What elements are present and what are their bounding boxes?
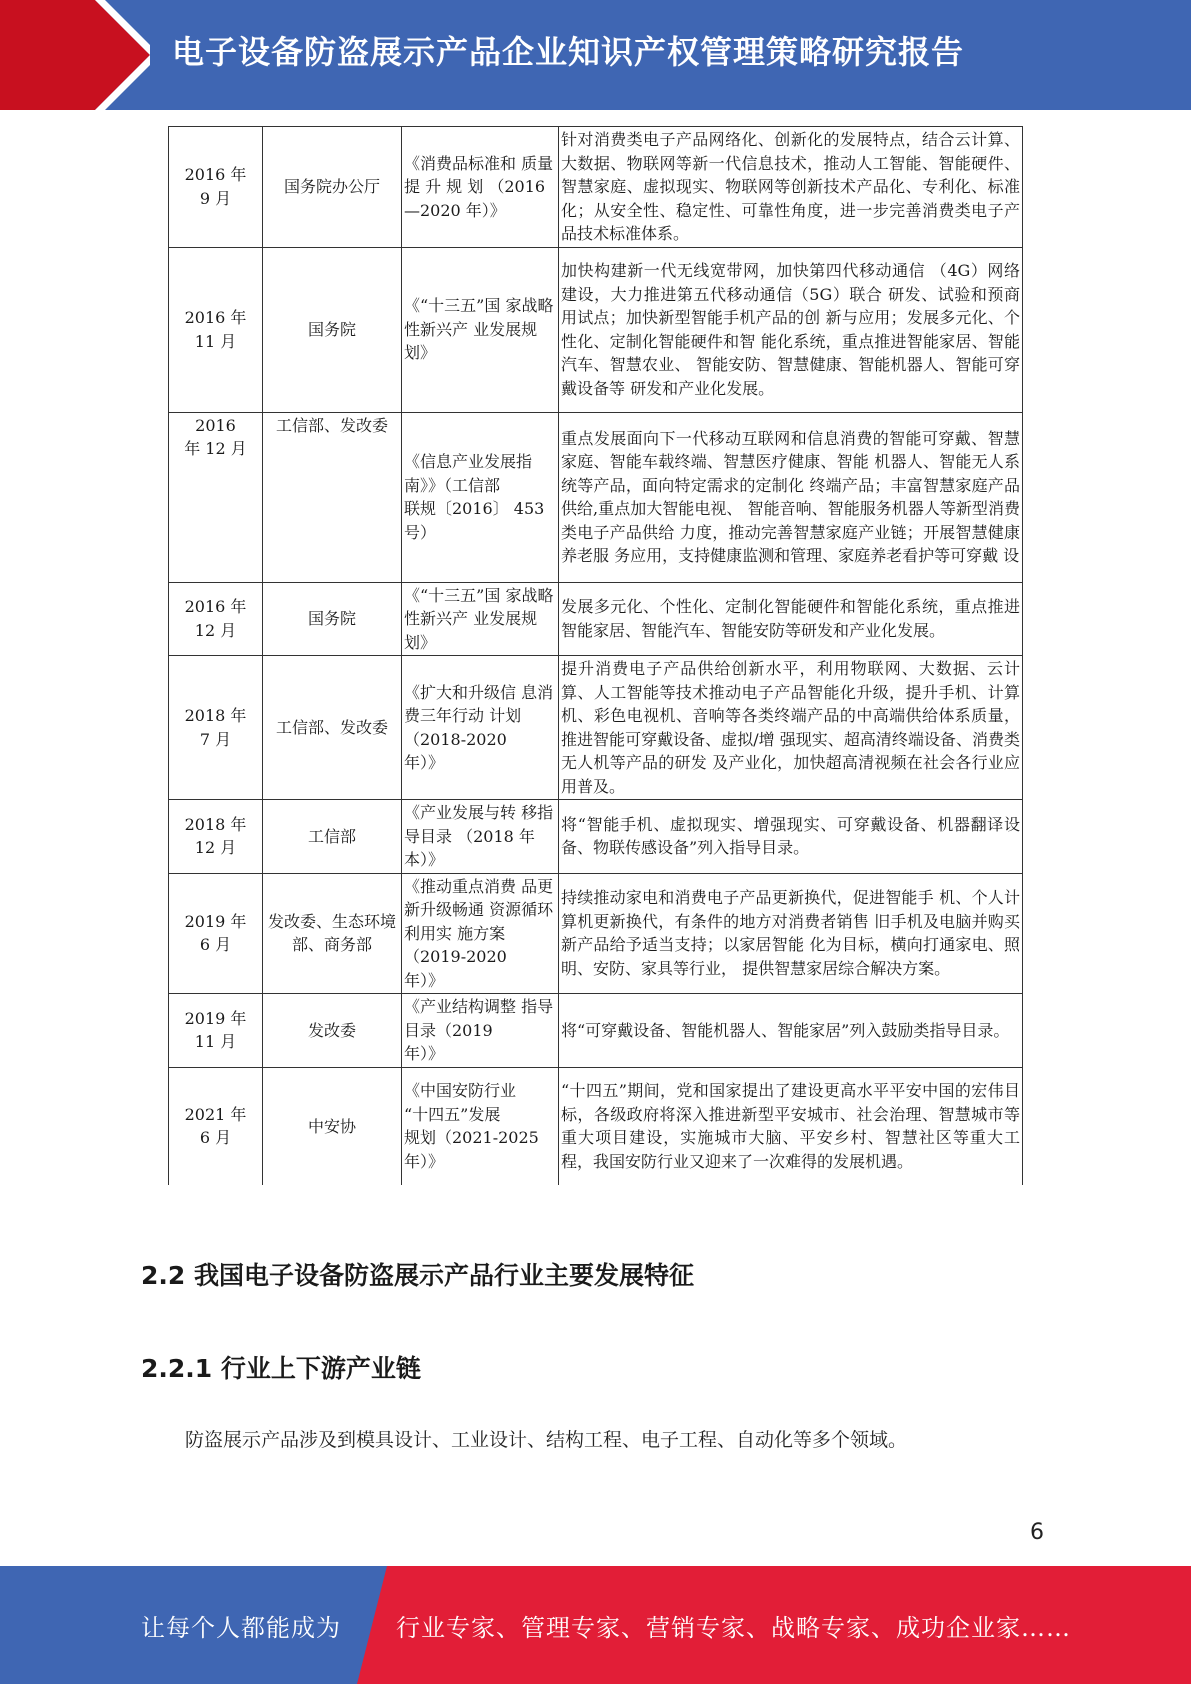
department-cell: 发改委、生态环境部、商务部 <box>263 873 402 994</box>
page-number: 6 <box>1030 1520 1044 1545</box>
department-cell: 中安协 <box>263 1067 402 1185</box>
table-row <box>169 873 1023 994</box>
content-cell: 持续推动家电和消费电子产品更新换代，促进智能手 机、个人计算机更新换代，有条件的地方对消费者销售 旧手机及电脑并购买新产品给予适当支持；以家居智能 化为目标，横向打通家电、照明、安防、家具等行业， 提供智慧家居综合解决方案。 <box>559 873 1023 994</box>
content-cell: 加快构建新一代无线宽带网，加快第四代移动通信 （4G）网络建设，大力推进第五代移动通信（5G）联合 研发、试验和预商用试点；加快新型智能手机产品的创 新与应用；发展多元化、个性化、定制化智能硬件和智 能化系统，重点推进智能家居、智能汽车、智慧农业、 智能安防、智慧健康、智能机器人、智能可穿戴设备等 研发和产业化发展。 <box>559 247 1023 412</box>
department-cell: 国务院 <box>263 582 402 656</box>
department-cell: 发改委 <box>263 994 402 1068</box>
date-cell: 2016 年 9 月 <box>169 127 263 248</box>
content-cell: 发展多元化、个性化、定制化智能硬件和智能化系统，重点推进智能家居、智能汽车、智能安防等研发和产业化发展。 <box>559 582 1023 656</box>
subsection-heading: 2.2.1 行业上下游产业链 <box>141 1354 421 1383</box>
content-cell: 提升消费电子产品供给创新水平，利用物联网、大数据、云计算、人工智能等技术推动电子产品智能化升级，提升手机、计算机、彩色电视机、音响等各类终端产品的中高端供给体系质量，推进智能可穿戴设备、虚拟/增 强现实、超高清终端设备、消费类无人机等产品的研发 及产业化，加快超高清视频在社会各行业应用普及。 <box>559 656 1023 800</box>
table-row <box>169 1067 1023 1185</box>
document-cell: 《推动重点消费 品更新升级畅通 资源循环利用实 施方案（2019-2020 年）》 <box>402 873 559 994</box>
table-row <box>169 412 1023 582</box>
content-cell: 将“可穿戴设备、智能机器人、智能家居”列入鼓励类指导目录。 <box>559 994 1023 1068</box>
date-cell: 2021 年 6 月 <box>169 1067 263 1185</box>
department-cell: 工信部、发改委 <box>263 656 402 800</box>
page-header <box>0 0 1191 110</box>
policy-table <box>168 126 1023 1185</box>
date-cell: 2016 年 12 月 <box>169 582 263 656</box>
footer-slogan-left: 让每个人都能成为 <box>141 1614 341 1642</box>
date-cell: 2016 年 11 月 <box>169 247 263 412</box>
content-cell: 针对消费类电子产品网络化、创新化的发展特点，结合云计算、大数据、物联网等新一代信息技术，推动人工智能、智能硬件、智慧家庭、虚拟现实、物联网等创新技术产品化、专利化、标准化；从安全性、稳定性、可靠性角度，进一步完善消费类电子产品技术标准体系。 <box>559 127 1023 248</box>
page-footer <box>0 1566 1191 1684</box>
document-cell: 《“十三五”国 家战略性新兴产 业发展规划》 <box>402 247 559 412</box>
table-row <box>169 656 1023 800</box>
document-cell: 《信息产业发展指南》》（工信部 联规〔2016〕 453 号） <box>402 412 559 582</box>
document-cell: 《“十三五”国 家战略性新兴产 业发展规划》 <box>402 582 559 656</box>
header-red-chevron <box>0 0 150 110</box>
content-cell: “十四五”期间，党和国家提出了建设更高水平平安中国的宏伟目标，各级政府将深入推进新型平安城市、社会治理、智慧城市等重大项目建设，实施城市大脑、平安乡村、智慧社区等重大工程，我国安防行业又迎来了一次难得的发展机遇。 <box>559 1067 1023 1185</box>
date-cell: 2016 年 12 月 <box>169 412 263 582</box>
document-cell: 《产业结构调整 指导目录（2019 年）》 <box>402 994 559 1068</box>
table-row <box>169 582 1023 656</box>
document-cell: 《中国安防行业 “十四五”发展 规划（2021-2025 年）》 <box>402 1067 559 1185</box>
table-row <box>169 800 1023 874</box>
date-cell: 2019 年 11 月 <box>169 994 263 1068</box>
table-row <box>169 994 1023 1068</box>
document-cell: 《产业发展与转 移指导目录 （2018 年本）》 <box>402 800 559 874</box>
body-paragraph: 防盗展示产品涉及到模具设计、工业设计、结构工程、电子工程、自动化等多个领域。 <box>185 1429 908 1451</box>
department-cell: 工信部 <box>263 800 402 874</box>
footer-slogan-right: 行业专家、管理专家、营销专家、战略专家、成功企业家…… <box>396 1614 1071 1642</box>
content-cell: 将“智能手机、虚拟现实、增强现实、可穿戴设备、机器翻译设备、物联传感设备”列入指导目录。 <box>559 800 1023 874</box>
date-cell: 2018 年 12 月 <box>169 800 263 874</box>
document-cell: 《扩大和升级信 息消费三年行动 计划（2018-2020 年）》 <box>402 656 559 800</box>
content-cell: 重点发展面向下一代移动互联网和信息消费的智能可穿戴、智慧家庭、智能车载终端、智慧医疗健康、智能 机器人、智能无人系统等产品，面向特定需求的定制化 终端产品；丰富智慧家庭产品供给,重点加大智能电视、 智能音响、智能服务机器人等新型消费类电子产品供给 力度，推动完善智慧家庭产业链；开展智慧健康养老服 务应用，支持健康监测和管理、家庭养老看护等可穿戴 设 <box>559 412 1023 582</box>
department-cell: 工信部、发改委 <box>263 412 402 582</box>
table-row <box>169 247 1023 412</box>
date-cell: 2018 年 7 月 <box>169 656 263 800</box>
department-cell: 国务院办公厅 <box>263 127 402 248</box>
department-cell: 国务院 <box>263 247 402 412</box>
report-title: 电子设备防盗展示产品企业知识产权管理策略研究报告 <box>172 33 965 71</box>
document-cell: 《消费品标准和 质量 提 升 规 划 （2016—2020 年）》 <box>402 127 559 248</box>
section-heading: 2.2 我国电子设备防盗展示产品行业主要发展特征 <box>141 1261 694 1290</box>
table-row <box>169 127 1023 248</box>
date-cell: 2019 年 6 月 <box>169 873 263 994</box>
